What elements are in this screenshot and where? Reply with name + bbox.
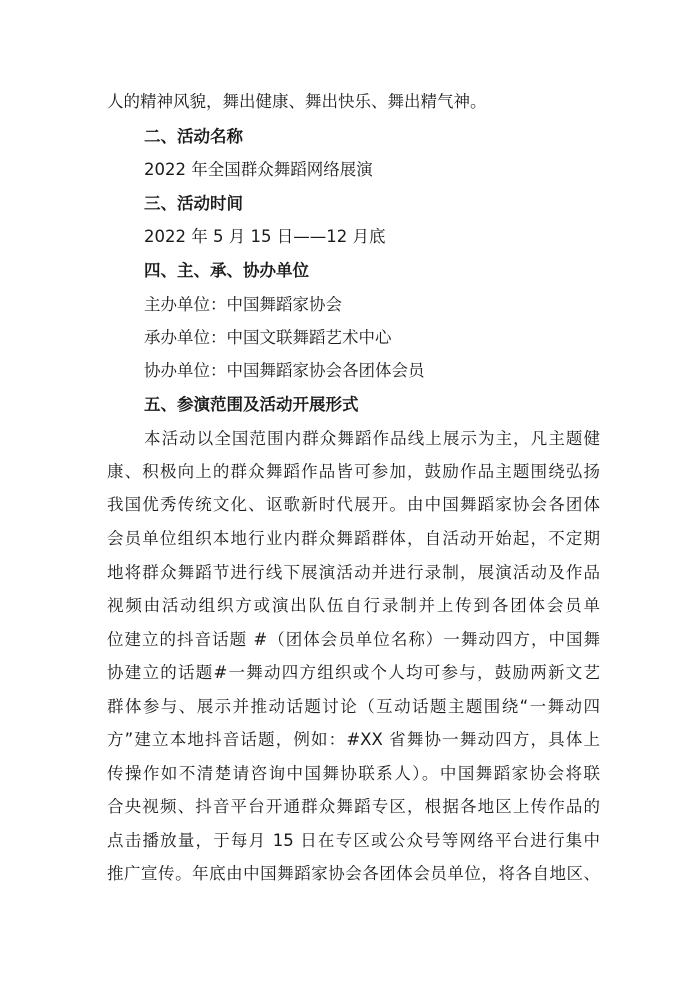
paragraph-line: 传操作如不清楚请咨询中国舞协联系人）。中国舞蹈家协会将联 [107,764,600,783]
paragraph-line: 本活动以全国范围内群众舞蹈作品线上展示为主，凡主题健 [144,429,600,448]
body-line: 2022 年全国群众舞蹈网络展演 [144,160,373,179]
paragraph-line: 康、积极向上的群众舞蹈作品皆可参加，鼓励作品主题围绕弘扬 [107,462,600,481]
paragraph-line: 我国优秀传统文化、讴歌新时代展开。由中国舞蹈家协会各团体 [107,495,600,514]
paragraph-line: 点击播放量，于每月 15 日在专区或公众号等网络平台进行集中 [107,831,600,850]
section-heading: 三、活动时间 [144,194,243,213]
section-heading: 四、主、承、协办单位 [144,261,309,280]
paragraph-line: 协建立的话题#一舞动四方组织或个人均可参与，鼓励两新文艺 [107,663,600,682]
body-line: 协办单位：中国舞蹈家协会各团体会员 [144,361,425,380]
paragraph-line: 推广宣传。年底由中国舞蹈家协会各团体会员单位，将各自地区、 [107,864,600,883]
paragraph-line: 位建立的抖音话题 #（团体会员单位名称）一舞动四方，中国舞 [107,630,600,649]
body-line: 人的精神风貌，舞出健康、舞出快乐、舞出精气神。 [107,92,487,111]
body-line: 2022 年 5 月 15 日——12 月底 [144,227,386,246]
section-heading: 二、活动名称 [144,127,243,146]
paragraph-line: 方”建立本地抖音话题，例如：#XX 省舞协一舞动四方，具体上 [107,730,600,749]
paragraph-line: 合央视频、抖音平台开通群众舞蹈专区，根据各地区上传作品的 [107,797,600,816]
paragraph-line: 会员单位组织本地行业内群众舞蹈群体，自活动开始起，不定期 [107,529,600,548]
body-line: 承办单位：中国文联舞蹈艺术中心 [144,328,392,347]
body-line: 主办单位：中国舞蹈家协会 [144,295,342,314]
paragraph-line: 群体参与、展示并推动话题讨论（互动话题主题围绕“一舞动四 [107,697,600,716]
paragraph-line: 地将群众舞蹈节进行线下展演活动并进行录制，展演活动及作品 [107,563,600,582]
section-heading: 五、参演范围及活动开展形式 [144,395,359,414]
paragraph-line: 视频由活动组织方或演出队伍自行录制并上传到各团体会员单 [107,596,600,615]
